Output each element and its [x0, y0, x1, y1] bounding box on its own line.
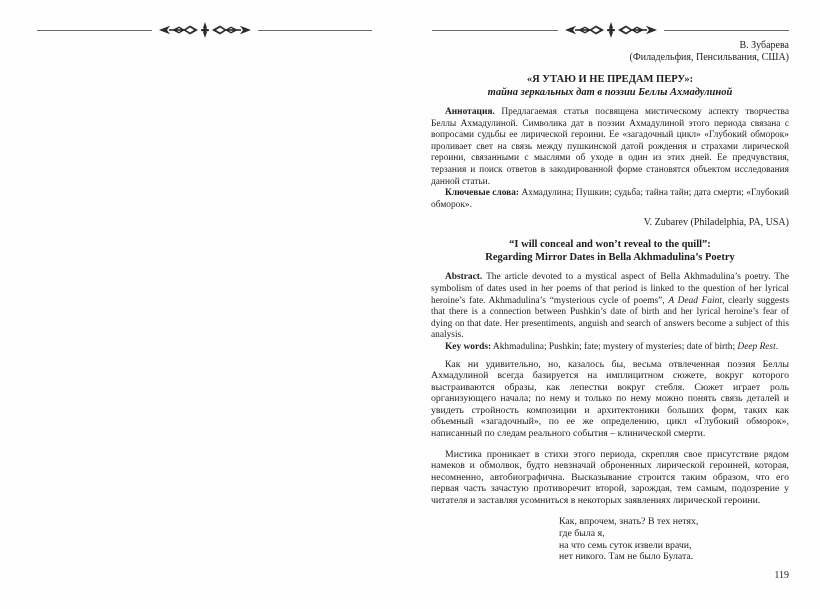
ornament-rule [664, 30, 790, 31]
article-title-en-line1: “I will conceal and won’t reveal to the quill”: [509, 239, 711, 251]
ornament-divider-right [432, 21, 789, 39]
ornament-rule [258, 30, 373, 31]
body-paragraph-1: Как ни удивительно, но, казалось бы, весьма отвлеченная поэзия Беллы Ахмадулиной всегда базируется на имплицитном сюжете, вокруг которого выстраиваются образы, как лепестки вокруг стебля. Сюжет играет роль организующего начала; по нему и только по нему можно понять связь деталей и увидеть стройность композиции и архитектоники больших форм, таких как объемный «загадочный», по ее же определению, цикл «Глубокий обморок», написанный по следам реального события – клинической смерти. [431, 358, 789, 439]
article-title-en-line2: Regarding Mirror Dates in Bella Akhmadulina’s Poetry [485, 251, 735, 263]
ornament-divider-left [37, 21, 372, 39]
author-affiliation-ru: (Филадельфия, Пенсильвания, США) [629, 52, 789, 63]
verse-quote [559, 516, 789, 563]
article-title-ru [431, 74, 789, 99]
verse-line: нет никого. Там не было Булата. [559, 551, 694, 563]
verse-line: где была я, [559, 527, 605, 539]
fleuron-ornament-icon [157, 21, 253, 39]
article-title-ru-line1: «Я УТАЮ И НЕ ПРЕДАМ ПЕРУ»: [526, 74, 694, 85]
article-title-en [431, 239, 789, 264]
ornament-rule [37, 30, 152, 31]
fleuron-ornament-icon [563, 21, 659, 39]
body-paragraph-2: Мистика проникает в стихи этого периода, скрепляя свое присутствие рядом намеков и обмолвок, будто невзначай оброненных лирической героиней, которая, несомненно, автобиографична. Высказывание строится таким образом, что его первая часть зачастую противоречит второй, зарождая, тем самым, подозрение у читателя и заставляя усомниться в некоторых заявлениях лирической героини. [431, 448, 789, 506]
verse-line: Как, впрочем, знать? В тех нетях, [559, 516, 699, 528]
article-subtitle-ru: тайна зеркальных дат в поэзии Беллы Ахмадулиной [487, 86, 733, 98]
article-column [431, 40, 789, 563]
keywords-ru: Ключевые слова: Ахмадулина; Пушкин; судьба; тайна тайн; дата смерти; «Глубокий обморок». [431, 188, 789, 210]
ornament-rule [432, 30, 558, 31]
page-number: 119 [774, 570, 789, 581]
keywords-en: Key words: Akhmadulina; Pushkin; fate; mystery of mysteries; date of birth; Deep Rest. [445, 341, 779, 352]
verse-line: на что семь суток извели врачи, [559, 539, 692, 551]
author-block-en: V. Zubarev (Philadelphia, PA, USA) [643, 217, 789, 229]
abstract-en: Abstract. The article devoted to a mystical aspect of Bella Akhmadulina’s poetry. The symbolism of dates used in her poems of that period is linked to the question of her lyrical heroine’s fate. Akhmadulina’s “mysterious cycle of poems”, A Dead Faint, clearly suggests that there is a connection between Pushkin’s date of birth and her lyrical heroine’s fear of dying on that date. Her presentiments, anguish and search of answers become a subject of this analysis. [431, 272, 789, 341]
abstract-ru: Аннотация. Предлагаемая статья посвящена мистическому аспекту творчества Беллы Ахмадулиной. Символика дат в поэзии Ахмадулиной этого периода связана с вопросами судьбы ее лирической героини. Ее «загадочный цикл» «Глубокий обморок» проливает свет на связь между пушкинской датой рождения и страхами лирической героини, связанными с мыслями об уходе в один из этих дней. Ее предчувствия, терзания и поиск ответов в закодированной форме становятся объектом исследования данной статьи. [431, 107, 789, 187]
author-name-ru: В. Зубарева [739, 40, 789, 51]
author-block-ru [431, 40, 789, 64]
